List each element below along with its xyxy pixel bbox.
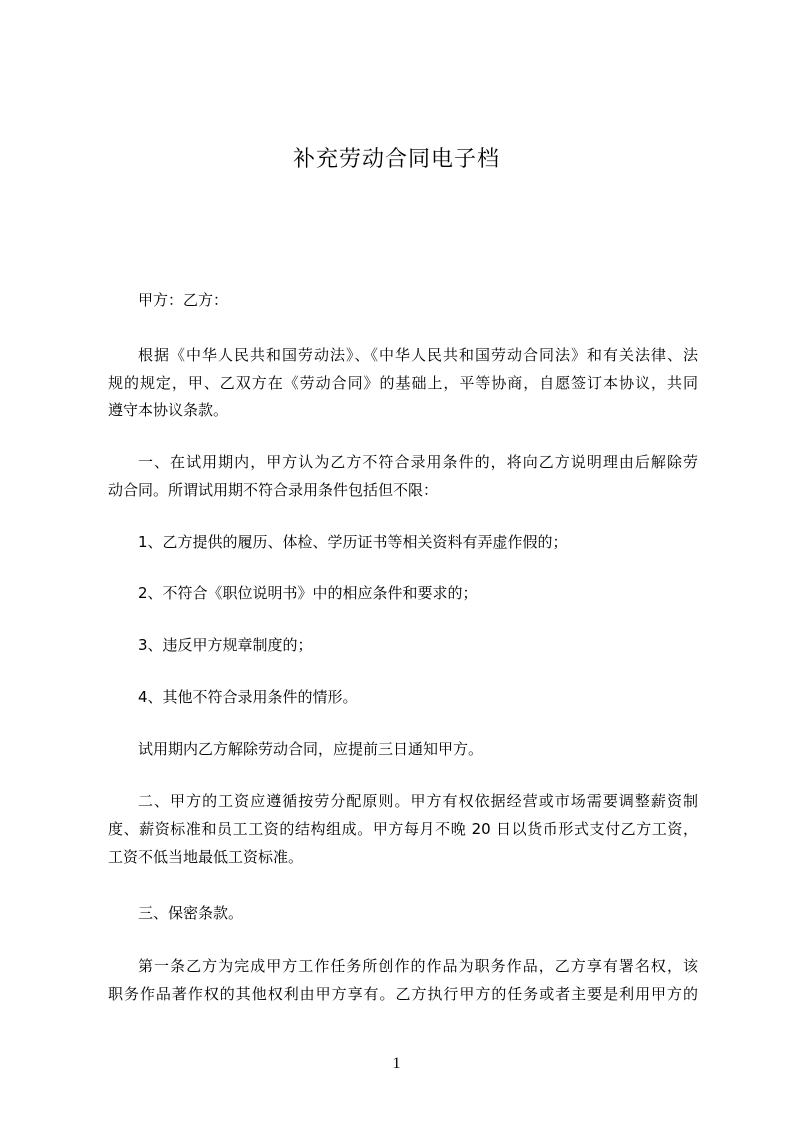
list-item: 1、乙方提供的履历、体检、学历证书等相关资料有弄虚作假的； [138, 533, 568, 551]
clause-3-heading: 三、保密条款。 [138, 904, 244, 922]
text-line: 遵守本协议条款。 [108, 401, 229, 419]
text-line: 根据《中华人民共和国劳动法》、《中华人民共和国劳动合同法》和有关法律、法 [138, 346, 698, 364]
list-item: 3、违反甲方规章制度的； [138, 636, 313, 654]
text-line: 规的规定，甲、乙双方在《劳动合同》的基础上，平等协商，自愿签订本协议，共同 [108, 374, 698, 392]
list-item: 2、不符合《职位说明书》中的相应条件和要求的； [138, 584, 478, 602]
text-line: 职务作品著作权的其他权利由甲方享有。乙方执行甲方的任务或者主要是利用甲方的 [108, 985, 698, 1003]
text-line: 动合同。所谓试用期不符合录用条件包括但不限： [108, 481, 439, 499]
text-line: 工资不低当地最低工资标准。 [108, 848, 304, 866]
parties-line: 甲方：乙方： [138, 291, 229, 309]
text-line: 二、甲方的工资应遵循按劳分配原则。甲方有权依据经营或市场需要调整薪资制 [138, 792, 698, 810]
text-line: 度、薪资标准和员工工资的结构组成。甲方每月不晚 20 日以货币形式支付乙方工资， [108, 820, 698, 838]
text-line: 第一条乙方为完成甲方工作任务所创作的作品为职务作品，乙方享有署名权，该 [138, 957, 698, 975]
probation-note: 试用期内乙方解除劳动合同，应提前三日通知甲方。 [138, 740, 484, 758]
text-line: 一、在试用期内，甲方认为乙方不符合录用条件的，将向乙方说明理由后解除劳 [138, 453, 698, 471]
document-title: 补充劳动合同电子档 [292, 147, 500, 172]
list-item: 4、其他不符合录用条件的情形。 [138, 688, 358, 706]
page-number: 1 [392, 1055, 401, 1072]
